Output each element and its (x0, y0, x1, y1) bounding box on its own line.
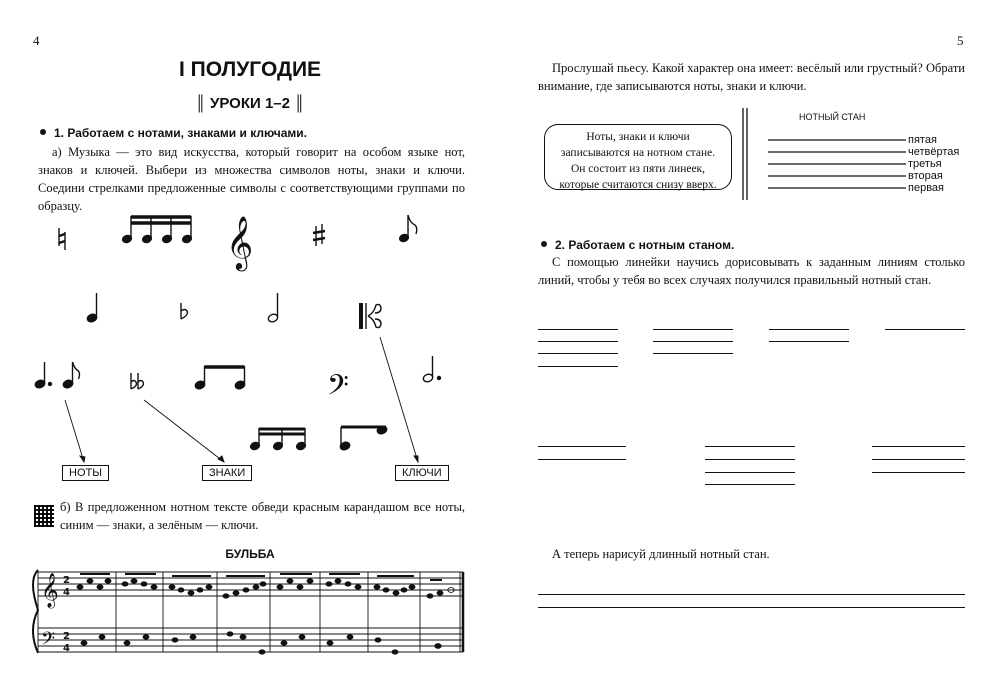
piece-title: БУЛЬБА (225, 547, 275, 561)
exercise-line (872, 472, 965, 473)
task2-heading (541, 238, 734, 252)
line-name-third: третья (908, 158, 942, 170)
exercise-line (885, 329, 965, 330)
section-title: I ПОЛУГОДИЕ (178, 58, 322, 81)
line-name-fifth: пятая (908, 134, 937, 146)
exercise-line (538, 366, 618, 367)
exercise-line (872, 459, 965, 460)
exercise-line (538, 329, 618, 330)
task-b-text: б) В предложенном нотном тексте обведи красным карандашом все ноты, синим — знаки, а зелёным — ключи. (60, 500, 465, 532)
time-sig-bottom: 4 (63, 587, 70, 598)
time-sig-top: 2 (63, 575, 70, 586)
exercise-line (538, 446, 626, 447)
exercise-line (653, 329, 733, 330)
exercise-line (872, 446, 965, 447)
lessons-heading: ║ УРОКИ 1–2 ║ (195, 95, 305, 112)
bass-clef-symbol: 𝄢 (327, 369, 349, 409)
exercise-line (538, 353, 618, 354)
bullet (541, 241, 547, 247)
task1-heading-text: 1. Работаем с нотами, знаками и ключами. (54, 126, 308, 140)
exercise-line (653, 341, 733, 342)
exercise-line (705, 472, 795, 473)
long-staff-line (538, 607, 965, 608)
page-number-left: 4 (33, 33, 40, 48)
exercise-line (769, 329, 849, 330)
exercise-line (705, 446, 795, 447)
exercise-line (769, 341, 849, 342)
score-bass-clef: 𝄢 (41, 629, 56, 654)
final-instruction: А теперь нарисуй длинный нотный стан. (552, 547, 770, 561)
exercise-line (538, 459, 626, 460)
exercise-line (705, 484, 795, 485)
line-name-fourth: четвёртая (908, 146, 960, 158)
staff-info-box: Ноты, знаки и ключи записываются на нотном стане. Он состоит из пяти линеек, которые считаются снизу вверх. (544, 124, 732, 190)
group-signs-label: ЗНАКИ (202, 465, 252, 481)
task1-text: а) Музыка — это вид искусства, который говорит на особом языке нот, знаков и ключей. Выбери из множества символов ноты, знаки и ключи. Соедини стрелками предложенные символы с соответствующими группами по образцу. (38, 145, 465, 213)
score-treble-clef: 𝄞 (41, 573, 59, 608)
task2-heading-text: 2. Работаем с нотным станом. (555, 238, 735, 252)
line-name-second: вторая (908, 170, 943, 182)
time-sig-bass-top: 2 (63, 631, 70, 642)
exercise-line (705, 459, 795, 460)
exercise-line (538, 341, 618, 342)
group-notes-label: НОТЫ (62, 465, 109, 481)
task2-text: С помощью линейки научись дорисовывать к заданным линиям столько линий, чтобы у тебя во всех случаях получился правильный нотный стан. (538, 255, 965, 287)
long-staff-line (538, 594, 965, 595)
treble-clef-symbol: 𝄞 (226, 215, 254, 269)
page-number-right: 5 (957, 33, 964, 48)
time-sig-bass-bottom: 4 (63, 643, 70, 654)
line-name-first: первая (908, 182, 944, 194)
intro-text: Прослушай пьесу. Какой характер она имеет: весёлый или грустный? Обрати внимание, где записываются ноты, знаки и ключи. (538, 61, 965, 93)
exercise-line (653, 353, 733, 354)
staff-title: НОТНЫЙ СТАН (799, 112, 866, 122)
group-clefs-label: КЛЮЧИ (395, 465, 449, 481)
